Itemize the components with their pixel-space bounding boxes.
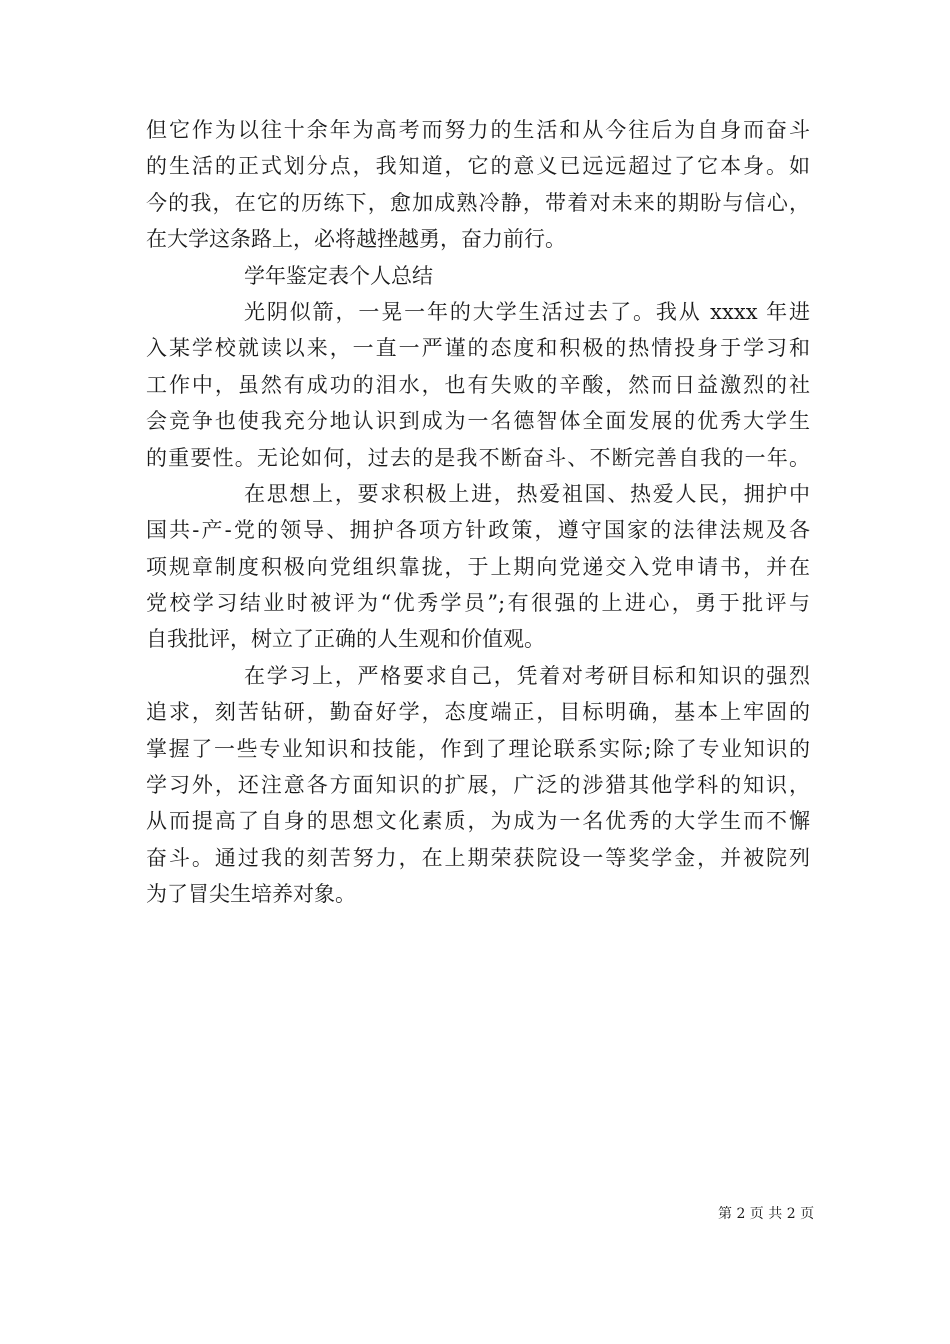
paragraph-line: 国共-产-党的领导、拥护各项方针政策，遵守国家的法律法规及各: [146, 518, 810, 543]
paragraph-line: 在学习上，严格要求自己，凭着对考研目标和知识的强烈: [244, 663, 810, 688]
paragraph-line: 为了冒尖生培养对象。: [146, 882, 356, 907]
paragraph-line: 光阴似箭，一晃一年的大学生活过去了。我从 xxxx 年进: [244, 299, 810, 324]
page-number-footer: 第 2 页 共 2 页: [718, 1206, 815, 1222]
paragraph-line: 入某学校就读以来，一直一严谨的态度和积极的热情投身于学习和: [146, 336, 810, 361]
paragraph-line: 党校学习结业时被评为“优秀学员”;有很强的上进心，勇于批评与: [146, 591, 810, 616]
paragraph-line: 掌握了一些专业知识和技能，作到了理论联系实际;除了专业知识的: [146, 736, 810, 761]
paragraph-line: 今的我，在它的历练下，愈加成熟冷静，带着对未来的期盼与信心，: [146, 190, 810, 215]
paragraph-line: 的生活的正式划分点，我知道，它的意义已远远超过了它本身。如: [146, 154, 810, 179]
paragraph-line: 会竞争也使我充分地认识到成为一名德智体全面发展的优秀大学生: [146, 409, 810, 434]
paragraph-line: 项规章制度积极向党组织靠拢，于上期向党递交入党申请书，并在: [146, 554, 810, 579]
paragraph-line: 在思想上，要求积极上进，热爱祖国、热爱人民，拥护中: [244, 481, 810, 506]
section-title: 学年鉴定表个人总结: [244, 263, 433, 288]
paragraph-line: 从而提高了自身的思想文化素质，为成为一名优秀的大学生而不懈: [146, 809, 810, 834]
paragraph-line: 但它作为以往十余年为高考而努力的生活和从今往后为自身而奋斗: [146, 118, 810, 142]
paragraph-line: 追求，刻苦钻研，勤奋好学，态度端正，目标明确，基本上牢固的: [146, 700, 810, 725]
paragraph-line: 的重要性。无论如何，过去的是我不断奋斗、不断完善自我的一年。: [146, 445, 810, 470]
document-body: [146, 112, 810, 913]
paragraph-line: 在大学这条路上，必将越挫越勇，奋力前行。: [146, 227, 566, 252]
paragraph-line: 自我批评，树立了正确的人生观和价值观。: [146, 627, 545, 652]
paragraph-line: 学习外，还注意各方面知识的扩展，广泛的涉猎其他学科的知识，: [146, 773, 810, 798]
paragraph-line: 奋斗。通过我的刻苦努力，在上期荣获院设一等奖学金，并被院列: [146, 845, 810, 870]
paragraph-line: 工作中，虽然有成功的泪水，也有失败的辛酸，然而日益激烈的社: [146, 372, 810, 397]
